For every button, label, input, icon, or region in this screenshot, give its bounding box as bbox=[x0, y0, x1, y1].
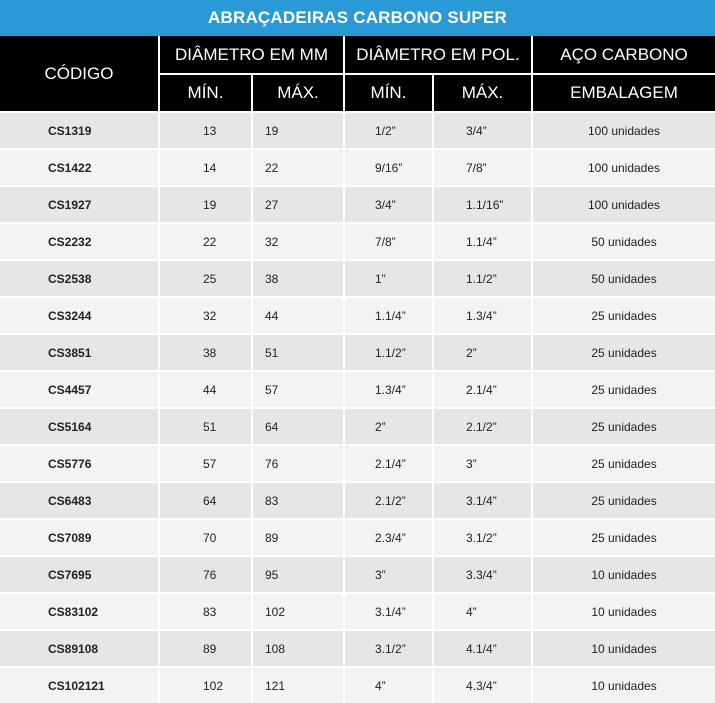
cell-min-mm: 102 bbox=[159, 667, 252, 703]
cell-codigo: CS83102 bbox=[0, 593, 159, 630]
header-codigo: CÓDIGO bbox=[0, 36, 159, 112]
cell-min-mm: 89 bbox=[159, 630, 252, 667]
table-row bbox=[0, 519, 715, 556]
cell-max-mm: 44 bbox=[252, 297, 344, 334]
cell-min-mm: 64 bbox=[159, 482, 252, 519]
cell-max-mm: 83 bbox=[252, 482, 344, 519]
cell-max-pol: 3/4” bbox=[433, 112, 532, 149]
cell-embalagem: 25 unidades bbox=[532, 408, 715, 445]
cell-embalagem: 100 unidades bbox=[532, 112, 715, 149]
cell-min-pol: 2.1/4” bbox=[344, 445, 433, 482]
table-row bbox=[0, 445, 715, 482]
cell-max-mm: 27 bbox=[252, 186, 344, 223]
cell-embalagem: 50 unidades bbox=[532, 223, 715, 260]
cell-codigo: CS3244 bbox=[0, 297, 159, 334]
table-row bbox=[0, 223, 715, 260]
cell-min-pol: 2” bbox=[344, 408, 433, 445]
cell-min-pol: 1.3/4” bbox=[344, 371, 433, 408]
table-row bbox=[0, 297, 715, 334]
header-embalagem: EMBALAGEM bbox=[532, 74, 715, 112]
cell-max-mm: 102 bbox=[252, 593, 344, 630]
cell-min-mm: 22 bbox=[159, 223, 252, 260]
cell-max-mm: 51 bbox=[252, 334, 344, 371]
cell-min-pol: 9/16” bbox=[344, 149, 433, 186]
cell-max-pol: 1.3/4” bbox=[433, 297, 532, 334]
table-row bbox=[0, 260, 715, 297]
cell-min-pol: 2.3/4” bbox=[344, 519, 433, 556]
cell-max-mm: 22 bbox=[252, 149, 344, 186]
cell-min-mm: 76 bbox=[159, 556, 252, 593]
cell-min-mm: 32 bbox=[159, 297, 252, 334]
cell-min-mm: 70 bbox=[159, 519, 252, 556]
cell-min-mm: 51 bbox=[159, 408, 252, 445]
cell-max-pol: 1.1/2” bbox=[433, 260, 532, 297]
cell-embalagem: 10 unidades bbox=[532, 593, 715, 630]
table-row bbox=[0, 149, 715, 186]
cell-max-pol: 4.3/4” bbox=[433, 667, 532, 703]
cell-codigo: CS4457 bbox=[0, 371, 159, 408]
cell-min-mm: 13 bbox=[159, 112, 252, 149]
cell-max-mm: 19 bbox=[252, 112, 344, 149]
cell-max-mm: 95 bbox=[252, 556, 344, 593]
cell-max-pol: 3” bbox=[433, 445, 532, 482]
cell-embalagem: 10 unidades bbox=[532, 630, 715, 667]
cell-codigo: CS2232 bbox=[0, 223, 159, 260]
table-row bbox=[0, 186, 715, 223]
cell-min-pol: 7/8” bbox=[344, 223, 433, 260]
cell-max-mm: 64 bbox=[252, 408, 344, 445]
table-row bbox=[0, 482, 715, 519]
cell-codigo: CS1319 bbox=[0, 112, 159, 149]
cell-min-mm: 19 bbox=[159, 186, 252, 223]
cell-min-pol: 2.1/2” bbox=[344, 482, 433, 519]
cell-min-mm: 83 bbox=[159, 593, 252, 630]
cell-min-pol: 1” bbox=[344, 260, 433, 297]
cell-max-pol: 3.3/4” bbox=[433, 556, 532, 593]
header-diametro-mm: DIÂMETRO EM MM bbox=[159, 36, 344, 74]
cell-min-pol: 1.1/2” bbox=[344, 334, 433, 371]
cell-codigo: CS3851 bbox=[0, 334, 159, 371]
cell-min-mm: 44 bbox=[159, 371, 252, 408]
cell-max-mm: 32 bbox=[252, 223, 344, 260]
cell-codigo: CS2538 bbox=[0, 260, 159, 297]
cell-min-mm: 38 bbox=[159, 334, 252, 371]
cell-max-pol: 1.1/4” bbox=[433, 223, 532, 260]
cell-min-pol: 3.1/4” bbox=[344, 593, 433, 630]
cell-max-mm: 121 bbox=[252, 667, 344, 703]
cell-embalagem: 25 unidades bbox=[532, 297, 715, 334]
cell-embalagem: 25 unidades bbox=[532, 519, 715, 556]
header-aco-carbono: AÇO CARBONO bbox=[532, 36, 715, 74]
cell-min-mm: 57 bbox=[159, 445, 252, 482]
table-row bbox=[0, 556, 715, 593]
cell-max-pol: 3.1/2” bbox=[433, 519, 532, 556]
cell-embalagem: 25 unidades bbox=[532, 371, 715, 408]
cell-max-mm: 108 bbox=[252, 630, 344, 667]
cell-embalagem: 25 unidades bbox=[532, 334, 715, 371]
cell-min-pol: 4” bbox=[344, 667, 433, 703]
header-max-pol: MÁX. bbox=[433, 74, 532, 112]
cell-embalagem: 25 unidades bbox=[532, 445, 715, 482]
cell-codigo: CS7695 bbox=[0, 556, 159, 593]
cell-embalagem: 10 unidades bbox=[532, 556, 715, 593]
cell-min-pol: 3” bbox=[344, 556, 433, 593]
cell-codigo: CS1422 bbox=[0, 149, 159, 186]
cell-max-pol: 2” bbox=[433, 334, 532, 371]
cell-embalagem: 10 unidades bbox=[532, 667, 715, 703]
cell-embalagem: 25 unidades bbox=[532, 482, 715, 519]
cell-embalagem: 100 unidades bbox=[532, 186, 715, 223]
cell-embalagem: 50 unidades bbox=[532, 260, 715, 297]
table-title: ABRAÇADEIRAS CARBONO SUPER bbox=[0, 0, 715, 36]
table-row bbox=[0, 630, 715, 667]
header-min-pol: MÍN. bbox=[344, 74, 433, 112]
header-min-mm: MÍN. bbox=[159, 74, 252, 112]
cell-codigo: CS89108 bbox=[0, 630, 159, 667]
cell-min-mm: 25 bbox=[159, 260, 252, 297]
header-max-mm: MÁX. bbox=[252, 74, 344, 112]
cell-max-pol: 1.1/16” bbox=[433, 186, 532, 223]
product-table bbox=[0, 36, 715, 703]
cell-max-pol: 3.1/4” bbox=[433, 482, 532, 519]
cell-max-pol: 4” bbox=[433, 593, 532, 630]
cell-max-mm: 89 bbox=[252, 519, 344, 556]
cell-min-mm: 14 bbox=[159, 149, 252, 186]
table-row bbox=[0, 334, 715, 371]
cell-max-pol: 7/8” bbox=[433, 149, 532, 186]
table-row bbox=[0, 667, 715, 703]
cell-max-pol: 2.1/2” bbox=[433, 408, 532, 445]
cell-min-pol: 3.1/2” bbox=[344, 630, 433, 667]
cell-min-pol: 1.1/4” bbox=[344, 297, 433, 334]
cell-max-mm: 76 bbox=[252, 445, 344, 482]
cell-max-pol: 4.1/4” bbox=[433, 630, 532, 667]
table-row bbox=[0, 593, 715, 630]
cell-min-pol: 1/2” bbox=[344, 112, 433, 149]
cell-max-mm: 38 bbox=[252, 260, 344, 297]
cell-max-mm: 57 bbox=[252, 371, 344, 408]
table-row bbox=[0, 371, 715, 408]
cell-max-pol: 2.1/4” bbox=[433, 371, 532, 408]
header-diametro-pol: DIÂMETRO EM POL. bbox=[344, 36, 532, 74]
cell-codigo: CS102121 bbox=[0, 667, 159, 703]
cell-codigo: CS5776 bbox=[0, 445, 159, 482]
cell-codigo: CS1927 bbox=[0, 186, 159, 223]
cell-min-pol: 3/4” bbox=[344, 186, 433, 223]
cell-codigo: CS5164 bbox=[0, 408, 159, 445]
table-row bbox=[0, 408, 715, 445]
table-row bbox=[0, 112, 715, 149]
table-body bbox=[0, 112, 715, 703]
cell-codigo: CS7089 bbox=[0, 519, 159, 556]
cell-embalagem: 100 unidades bbox=[532, 149, 715, 186]
cell-codigo: CS6483 bbox=[0, 482, 159, 519]
